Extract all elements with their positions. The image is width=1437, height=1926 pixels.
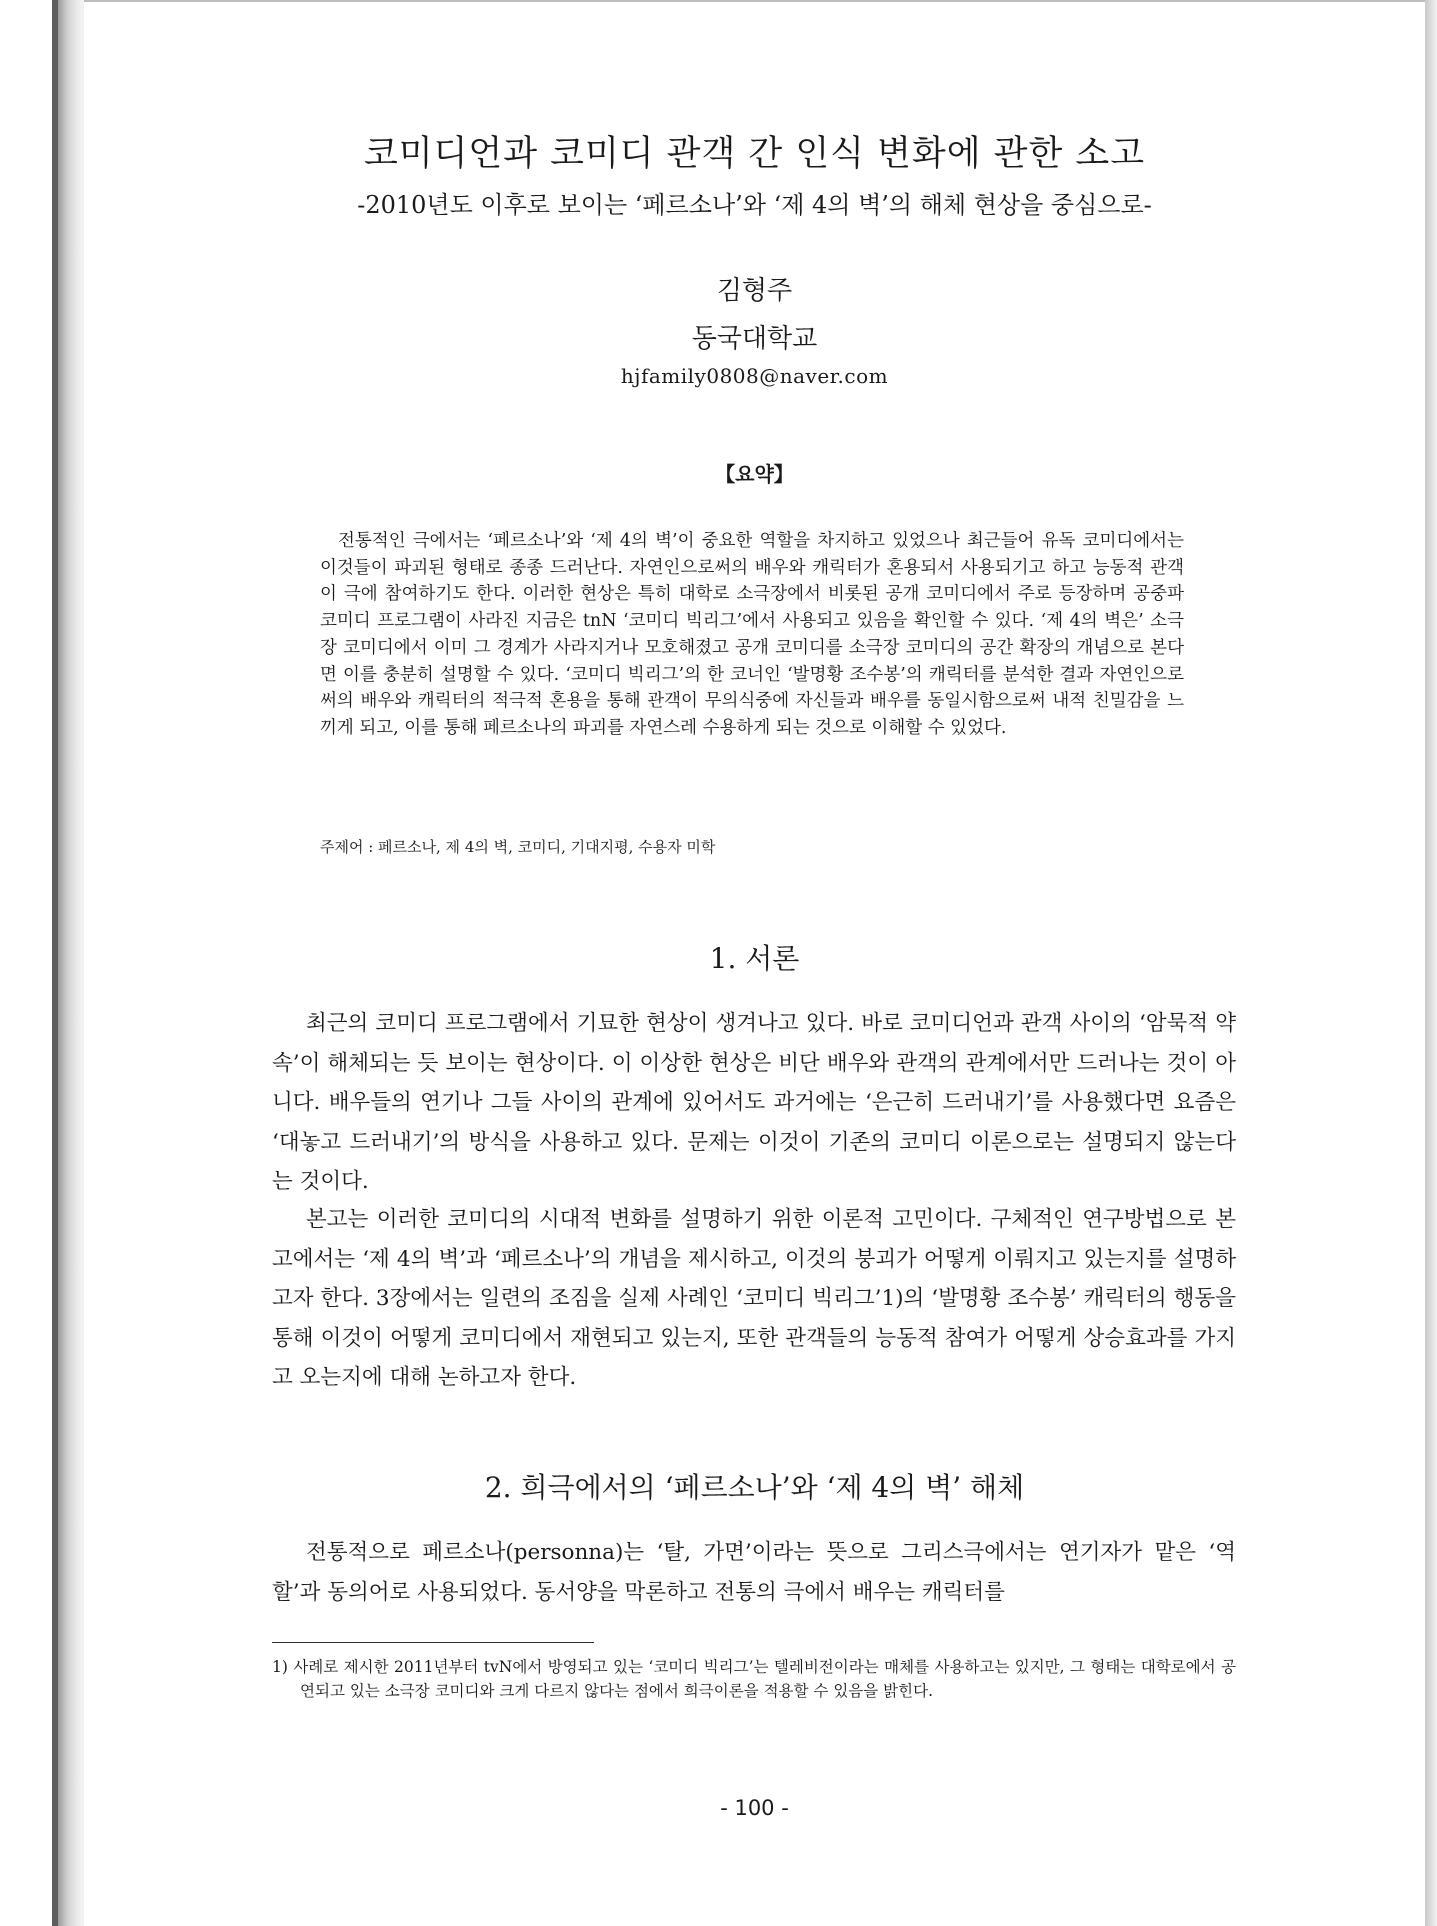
section-heading-persona: 2. 희극에서의 ‘페르소나’와 ‘제 4의 벽’ 해체 [484,1471,1025,1504]
author-affiliation: 동국대학교 [691,324,818,354]
page-right-shadow [1425,0,1437,1926]
keywords: 주제어 : 페르소나, 제 4의 벽, 코미디, 기대지평, 수용자 미학 [320,838,716,856]
body-paragraph: 본고는 이러한 코미디의 시대적 변화를 설명하기 위한 이론적 고민이다. 구체적인 연구방법으로 본고에서는 ‘제 4의 벽’과 ‘페르소나’의 개념을 제시하고, 이것의 붕괴가 어떻게 이뤄지고 있는지를 설명하고자 한다. 3장에서는 일련의 조짐을 실제 사례인 ‘코미디 빅리그’1)의 ‘발명황 조수봉’ 캐릭터의 행동을 통해 이것이 어떻게 코미디에서 재현되고 있는지, 또한 관객들의 능동적 참여가 어떻게 상승효과를 가지고 오는지에 대해 논하고자 한다. [272,1207,1236,1390]
paper-page [84,0,1425,1926]
abstract-text: 전통적인 극에서는 ‘페르소나’와 ‘제 4의 벽’이 중요한 역할을 차지하고 있었으나 최근들어 유독 코미디에서는 이것들이 파괴된 형태로 종종 드러난다. 자연인으로써의 배우와 캐릭터가 혼용되서 사용되기고 하고 능동적 관객이 극에 참여하기도 한다. 이러한 현상은 특히 대학로 소극장에서 비롯된 공개 코미디에서 주로 등장하며 공중파 코미디 프로그램이 사라진 지금은 tnN ‘코미디 빅리그’에서 사용되고 있음을 확인할 수 있다. ‘제 4의 벽은’ 소극장 코미디에서 이미 그 경계가 사라지거나 모호해졌고 공개 코미디를 소극장 코미디의 공간 확장의 개념으로 본다면 이를 충분히 설명할 수 있다. ‘코미디 빅리그’의 한 코너인 ‘발명황 조수봉’의 캐릭터를 분석한 결과 자연인으로써의 배우와 캐릭터의 적극적 혼용을 통해 관객이 무의식중에 자신들과 배우를 동일시함으로써 내적 친밀감을 느끼게 되고, 이를 통해 페르소나의 파괴를 자연스레 수용하게 되는 것으로 이해할 수 있었다. [320,531,1184,738]
footnote [272,1656,1236,1703]
body-paragraph: 최근의 코미디 프로그램에서 기묘한 현상이 생겨나고 있다. 바로 코미디언과 관객 사이의 ‘암묵적 약속’이 해체되는 듯 보이는 현상이다. 이 이상한 현상은 비단 배우와 관객의 관계에서만 드러나는 것이 아니다. 배우들의 연기나 그들 사이의 관계에 있어서도 과거에는 ‘은근히 드러내기’를 사용했다면 요즘은 ‘대놓고 드러내기’의 방식을 사용하고 있다. 문제는 이것이 기존의 코미디 이론으로는 설명되지 않는다는 것이다. [272,1011,1236,1194]
section-heading-introduction: 1. 서론 [709,942,800,975]
author-name: 김형주 [716,276,793,306]
paper-subtitle: -2010년도 이후로 보이는 ‘페르소나’와 ‘제 4의 벽’의 해체 현상을 중심으로- [357,191,1152,219]
paper-title: 코미디언과 코미디 관객 간 인식 변화에 관한 소고 [363,134,1146,174]
footnote-rule [272,1642,594,1643]
body-paragraph: 전통적으로 페르소나(personna)는 ‘탈, 가면’이라는 뜻으로 그리스극에서는 연기자가 맡은 ‘역할’과 동의어로 사용되었다. 동서양을 막론하고 전통의 극에서 배우는 캐릭터를 [272,1540,1236,1605]
footnote-text: 1) 사례로 제시한 2011년부터 tvN에서 방영되고 있는 ‘코미디 빅리그’는 텔레비전이라는 매체를 사용하고는 있지만, 그 형태는 대학로에서 공연되고 있는 소극장 코미디와 크게 다르지 않다는 점에서 희극이론을 적용할 수 있음을 밝힌다. [272,1658,1236,1700]
page-number: - 100 - [720,1796,789,1820]
author-email: hjfamily0808@naver.com [620,364,889,388]
abstract-heading: 【요약】 [715,462,794,486]
page-top-edge [84,0,1425,2]
book-page-stack [58,0,84,1926]
